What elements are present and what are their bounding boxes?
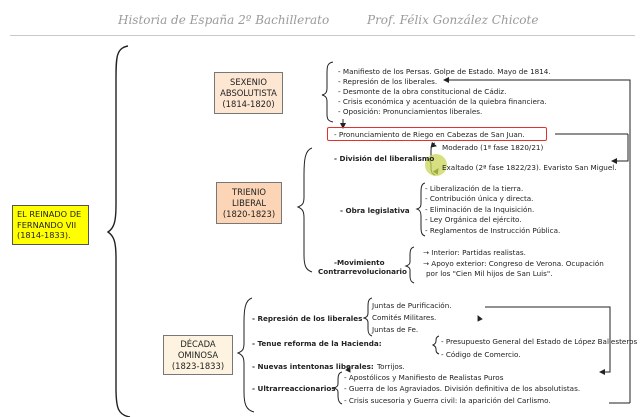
represion-item: Juntas de Purificación. [372, 301, 452, 310]
obra-item: - Reglamentos de Instrucción Pública. [425, 226, 561, 235]
sexenio-years: (1814-1820) [222, 98, 275, 109]
sexenio-item: - Desmonte de la obra constitucional de Cádiz. [338, 87, 507, 96]
movimiento-exterior: → Apoyo exterior: Congreso de Verona. Ocupación [423, 259, 604, 268]
represion-item: Comités Militares. [372, 313, 437, 322]
ultra-item: - Crisis sucesoria y Guerra civil: la aparición del Carlismo. [344, 396, 551, 405]
root-line-3: (1814-1833). [17, 230, 71, 241]
trienio-title-2: LIBERAL [231, 197, 267, 208]
obra-item: - Contribución única y directa. [425, 194, 534, 203]
obra-item: - Eliminación de la Inquisición. [425, 205, 535, 214]
movimiento-label-2: Contrarrevolucionario [318, 267, 407, 276]
sexenio-box [214, 72, 283, 114]
sexenio-item: - Oposición: Pronunciamientos liberales. [338, 107, 483, 116]
movimiento-interior: → Interior: Partidas realistas. [423, 248, 526, 257]
trienio-title-1: TRIENIO [231, 186, 267, 197]
root-box [12, 205, 89, 245]
sexenio-title-1: SEXENIO [230, 76, 267, 87]
hacienda-item: - Presupuesto General del Estado de López Ballesteros [441, 337, 638, 346]
moderado-text: Moderado (1ª fase 1820/21) [442, 143, 544, 152]
riego-highlight: - Pronunciamiento de Riego en Cabezas de San Juan. [327, 127, 547, 141]
course-title: Historia de España 2º Bachillerato [118, 13, 330, 27]
sexenio-item: - Crisis económica y acentuación de la quiebra financiera. [338, 97, 547, 106]
division-label: - División del liberalismo [334, 154, 435, 163]
author-name: Prof. Félix González Chicote [367, 13, 539, 27]
ultra-item: - Guerra de los Agraviados. División definitiva de los absolutistas. [344, 384, 581, 393]
trienio-box [216, 182, 282, 224]
intentonas-value: Torrijos. [377, 362, 405, 371]
obra-label: - Obra legislativa [340, 206, 410, 215]
represion-item: Juntas de Fe. [372, 325, 419, 334]
ultra-item: - Apostólicos y Manifiesto de Realistas Puros [344, 373, 504, 382]
decada-title-2: OMINOSA [177, 349, 219, 360]
decada-years: (1823-1833) [171, 360, 225, 371]
obra-item: - Liberalización de la tierra. [425, 184, 524, 193]
sexenio-title-2: ABSOLUTISTA [220, 87, 277, 98]
movimiento-exterior-2: por los "Cien Mil hijos de San Luis". [426, 269, 553, 278]
exaltado-text: Exaltado (2ª fase 1822/23). Evaristo San Miguel. [442, 163, 617, 172]
root-line-2: FERNANDO VII [17, 219, 77, 230]
hacienda-label: - Tenue reforma de la Hacienda: [252, 339, 382, 348]
ultra-label: - Ultrarreaccionarios [252, 384, 336, 393]
decada-box [163, 335, 233, 375]
movimiento-label-1: -Movimiento [334, 258, 385, 267]
obra-item: - Ley Orgánica del ejército. [425, 215, 522, 224]
sexenio-item: - Manifiesto de los Persas. Golpe de Estado. Mayo de 1814. [338, 67, 551, 76]
trienio-years: (1820-1823) [222, 208, 276, 219]
hacienda-item: - Código de Comercio. [441, 350, 521, 359]
root-line-1: EL REINADO DE [17, 209, 82, 220]
decada-title-1: DÉCADA [180, 338, 216, 349]
intentonas-label: - Nuevas intentonas liberales: [252, 362, 374, 371]
sexenio-item: - Represión de los liberales. [338, 77, 438, 86]
represion-label: - Represión de los liberales [252, 314, 363, 323]
